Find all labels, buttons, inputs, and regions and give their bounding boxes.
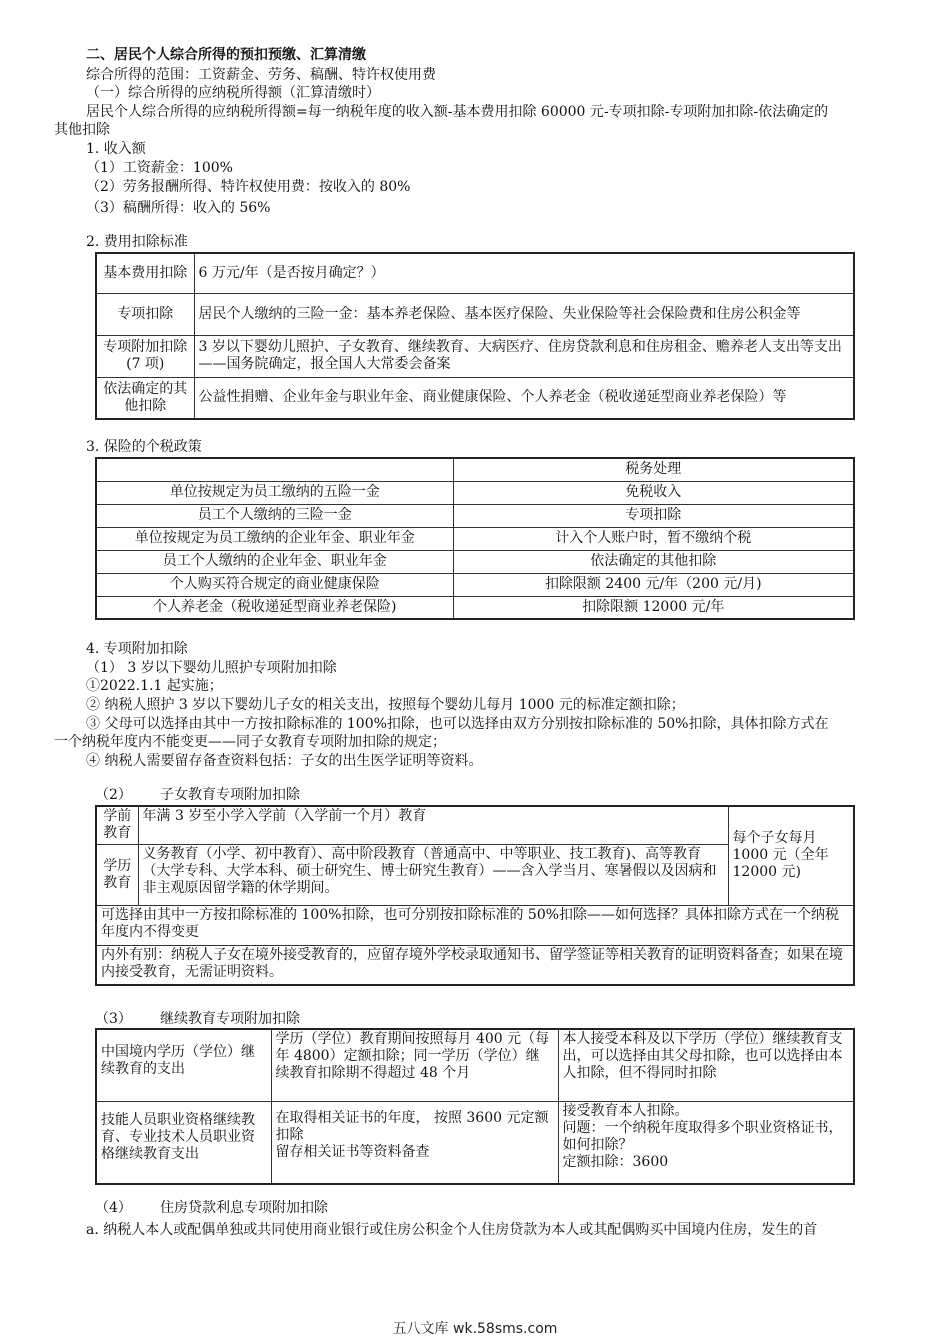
deduct-label: 依法确定的其他扣除 — [96, 377, 194, 419]
infant-title: （1） 3 岁以下婴幼儿照护专项附加扣除 — [86, 660, 337, 676]
child-edu-num: （2） — [95, 787, 132, 803]
section-heading: 二、居民个人综合所得的预扣预缴、汇算清缴 — [86, 47, 366, 63]
subsection-title: （一）综合所得的应纳税所得额（汇算清缴时） — [86, 85, 380, 101]
vocational-keep-docs: 留存相关证书等资料备查 — [275, 1143, 430, 1160]
insurance-item: 单位按规定为员工缴纳的企业年金、职业年金 — [96, 527, 453, 550]
degree-deduction-who: 本人接受本科及以下学历（学位）继续教育支出，可以选择由其父母扣除，也可以选择由本人扣除，但不得同时扣除 — [558, 1029, 854, 1101]
table-row — [96, 253, 854, 293]
vocational-qualification-edu: 技能人员职业资格继续教育、专业技术人员职业资格继续教育支出 — [96, 1101, 271, 1184]
income-item: （1）工资薪金：100% — [86, 160, 233, 176]
vocational-deduction-rule — [271, 1101, 558, 1184]
deduct-title: 2. 费用扣除标准 — [86, 234, 188, 250]
housing-num: （4） — [95, 1200, 132, 1216]
cont-edu-title: 继续教育专项附加扣除 — [160, 1011, 300, 1027]
deduct-label: 专项扣除 — [96, 293, 194, 335]
tax-treatment: 专项扣除 — [453, 504, 854, 527]
cont-edu-table — [95, 1028, 855, 1185]
header-cell — [96, 458, 453, 481]
deduct-content: 公益性捐赠、企业年金与职业年金、商业健康保险、个人养老金（税收递延型商业养老保险）等 — [194, 377, 854, 419]
deduct-content: 6 万元/年（是否按月确定？） — [194, 253, 854, 293]
child-edu-choose: 可选择由其中一方按扣除标准的 100%扣除，也可分别按扣除标准的 50%扣除——如何选择？具体扣除方式在一个纳税年度内不得变更 — [96, 905, 854, 945]
child-edu-table — [95, 805, 855, 986]
table-row — [96, 1101, 854, 1184]
insurance-item: 个人购买符合规定的商业健康保险 — [96, 573, 453, 596]
income-title: 1. 收入额 — [86, 141, 146, 157]
deduct-label: 专项附加扣除(7 项) — [96, 335, 194, 377]
deduct-label: 基本费用扣除 — [96, 253, 194, 293]
tax-treatment: 计入个人账户时，暂不缴纳个税 — [453, 527, 854, 550]
tax-treatment: 扣除限额 12000 元/年 — [453, 596, 854, 619]
insurance-table — [95, 457, 855, 620]
table-row — [96, 481, 854, 504]
housing-title: 住房贷款利息专项附加扣除 — [160, 1200, 328, 1216]
deduct-content: 3 岁以下婴幼儿照护、子女教育、继续教育、大病医疗、住房贷款利息和住房租金、赡养老人支出等支出——国务院确定，报全国人大常委会备案 — [194, 335, 854, 377]
tax-treatment: 扣除限额 2400 元/年（200 元/月) — [453, 573, 854, 596]
child-edu-diff: 内外有别：纳税人子女在境外接受教育的，应留存境外学校录取通知书、留学签证等相关教育的证明资料备查；如果在境内接受教育，无需证明资料。 — [96, 945, 854, 985]
table-row — [96, 335, 854, 377]
table-row — [96, 905, 854, 945]
degree-deduction-rule: 学历（学位）教育期间按照每月 400 元（每年 4800）定额扣除；同一学历（学位）继续教育扣除期不得超过 48 个月 — [271, 1029, 558, 1101]
insurance-item: 员工个人缴纳的企业年金、职业年金 — [96, 550, 453, 573]
tax-treatment: 依法确定的其他扣除 — [453, 550, 854, 573]
table-row — [96, 573, 854, 596]
income-item: （3）稿酬所得：收入的 56% — [86, 200, 271, 216]
insurance-item: 个人养老金（税收递延型商业养老保险) — [96, 596, 453, 619]
vocational-deduction-who — [558, 1101, 854, 1184]
infant-item: ② 纳税人照护 3 岁以下婴幼儿子女的相关支出，按照每个婴幼儿每月 1000 元的标准定额扣除； — [86, 697, 685, 713]
formula-line: 居民个人综合所得的应纳税所得额=每一纳税年度的收入额-基本费用扣除 60000 元-专项扣除-专项附加扣除-依法确定的 — [86, 104, 829, 120]
table-row — [96, 945, 854, 985]
domestic-degree-edu: 中国境内学历（学位）继续教育的支出 — [96, 1029, 271, 1101]
table-row — [96, 1029, 854, 1101]
table-row — [96, 806, 854, 844]
header-cell: 税务处理 — [453, 458, 854, 481]
infant-item: 一个纳税年度内不能变更——同子女教育专项附加扣除的规定； — [54, 734, 446, 750]
infant-item: ④ 纳税人需要留存备查资料包括：子女的出生医学证明等资料。 — [86, 753, 483, 769]
table-row — [96, 377, 854, 419]
table-header-row — [96, 458, 854, 481]
deduct-content: 居民个人缴纳的三险一金：基本养老保险、基本医疗保险、失业保险等社会保险费和住房公积金等 — [194, 293, 854, 335]
infant-item: ③ 父母可以选择由其中一方按扣除标准的 100%扣除，也可以选择由双方分别按扣除标准的 50%扣除，具体扣除方式在 — [86, 716, 829, 732]
table-row — [96, 550, 854, 573]
income-scope: 综合所得的范围：工资薪金、劳务、稿酬、特许权使用费 — [86, 67, 436, 83]
footer-watermark: 五八文库 wk.58sms.com — [392, 1321, 558, 1337]
formula-line-cont: 其他扣除 — [54, 122, 110, 138]
insurance-item: 单位按规定为员工缴纳的五险一金 — [96, 481, 453, 504]
table-row — [96, 504, 854, 527]
child-edu-title: 子女教育专项附加扣除 — [160, 787, 300, 803]
vocational-answer: 定额扣除：3600 — [562, 1153, 669, 1170]
income-item: （2）劳务报酬所得、特许权使用费：按收入的 80% — [86, 179, 411, 195]
degree-edu-content: 义务教育（小学、初中教育）、高中阶段教育（普通高中、中等职业、技工教育)、高等教育（大学专科、大学本科、硕士研究生、博士研究生教育）——含入学当月、寒暑假以及因病和非主观原因留学籍的休学期间。 — [138, 844, 728, 905]
pre-school-label: 学前教育 — [96, 806, 138, 844]
child-edu-amount: 每个子女每月 1000 元（全年 12000 元) — [728, 806, 854, 905]
table-row — [96, 596, 854, 619]
infant-item: ①2022.1.1 起实施； — [86, 678, 223, 694]
vocational-rule-text: 在取得相关证书的年度， 按照 3600 元定额扣除 — [275, 1109, 549, 1143]
table-row — [96, 527, 854, 550]
deduction-table — [95, 252, 855, 420]
insurance-title: 3. 保险的个税政策 — [86, 439, 202, 455]
special-title: 4. 专项附加扣除 — [86, 641, 188, 657]
vocational-who-text: 接受教育本人扣除。 — [562, 1102, 689, 1119]
degree-edu-label: 学历教育 — [96, 844, 138, 905]
insurance-item: 员工个人缴纳的三险一金 — [96, 504, 453, 527]
housing-item-a: a. 纳税人本人或配偶单独或共同使用商业银行或住房公积金个人住房贷款为本人或其配偶购买中国境内住房，发生的首 — [86, 1222, 818, 1238]
tax-treatment: 免税收入 — [453, 481, 854, 504]
cont-edu-num: （3） — [95, 1011, 132, 1027]
vocational-question: 问题：一个纳税年度取得多个职业资格证书，如何扣除？ — [562, 1119, 843, 1153]
pre-school-content: 年满 3 岁至小学入学前（入学前一个月）教育 — [138, 806, 728, 844]
table-row — [96, 293, 854, 335]
